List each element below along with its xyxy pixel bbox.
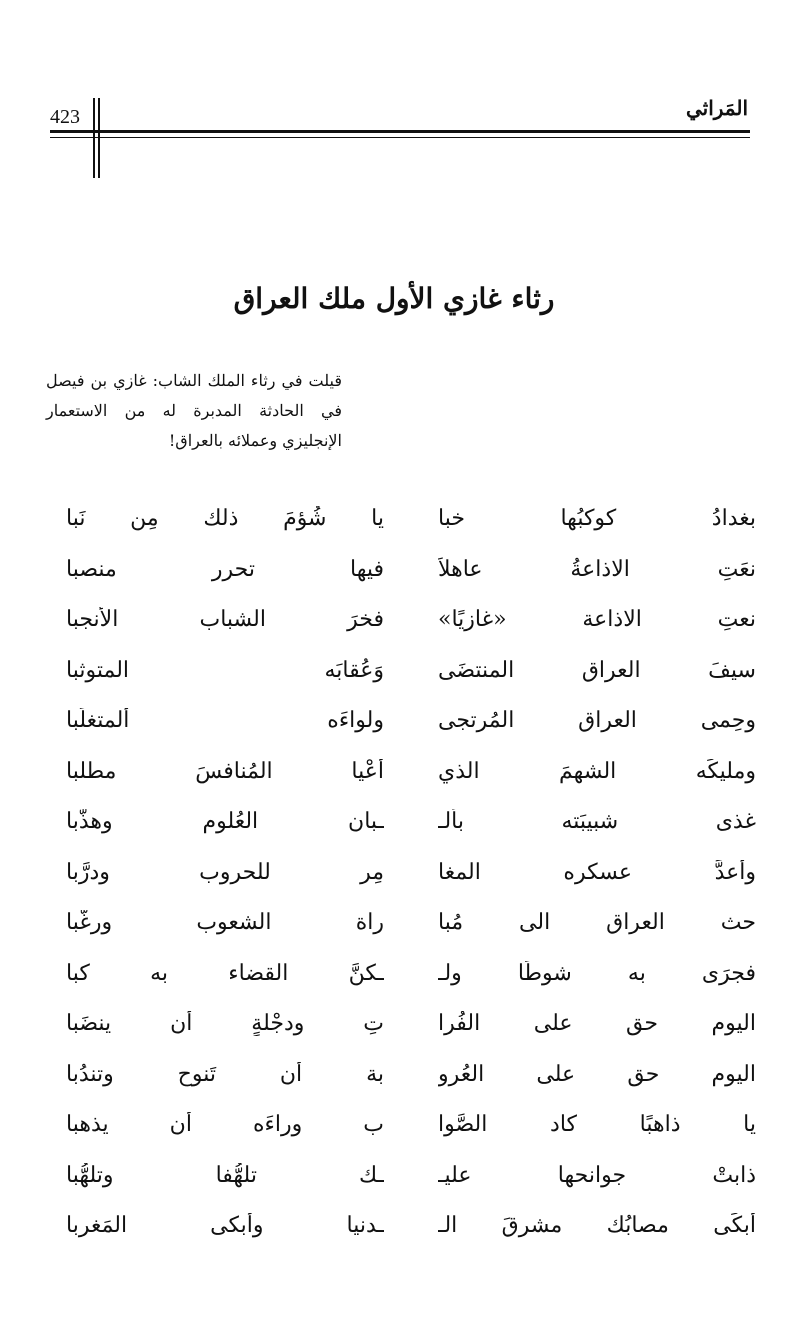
verse-second-hemistich: مِر للحروب ودرَّبا [66, 859, 384, 885]
verse-second-hemistich: ـدنيا وأبكى المَغربا [66, 1213, 384, 1238]
poem-intro: قيلت في رثاء الملك الشاب: غازي بن فيصل في الحادثة المدبرة له من الاستعمار الإنجليزي وعملائه بالعراق! [46, 371, 342, 450]
verse-row [40, 955, 756, 1006]
verse-row [40, 1157, 756, 1208]
verse-second-hemistich: راة الشعوب ورغَّبا [66, 910, 384, 935]
verse-second-hemistich: ب وراءَه أن يذهبا [66, 1112, 384, 1137]
verse-second-hemistich: فخرَ الشباب الأنجبا [66, 607, 384, 632]
verse-second-hemistich: ولواءَه ألمتغلِّبا [66, 708, 384, 733]
verse-second-hemistich: أعْيا المُنافسَ مطلبا [66, 758, 384, 784]
verse-first-hemistich: نعتِ الاذاعة «غازيًا» [438, 607, 756, 632]
verse-row [40, 803, 756, 854]
verse-row [40, 551, 756, 602]
verse-first-hemistich: بغدادُ كوكبُها خبا [438, 506, 756, 531]
verse-row [40, 904, 756, 955]
verse-second-hemistich: بة أن تَنوح وتندُبا [66, 1061, 384, 1087]
verse-row [40, 702, 756, 753]
verse-row [40, 1056, 756, 1107]
verse-first-hemistich: أبكَى مصابُك مشرقَ الـ [438, 1213, 756, 1238]
verse-first-hemistich: سيفَ العراق المنتضَى [438, 657, 756, 683]
verse-row [40, 1207, 756, 1258]
verse-first-hemistich: حث العراق الى مُبا [438, 910, 756, 935]
verse-row [40, 652, 756, 703]
verse-first-hemistich: وحِمى العراق المُرتجى [438, 708, 756, 733]
verse-row [40, 854, 756, 905]
verse-second-hemistich: ـكنَّ القضاء به كبا [66, 960, 384, 986]
verse-row [40, 601, 756, 652]
verse-second-hemistich: ـبان العُلوم وهذَّبا [66, 809, 384, 834]
verse-first-hemistich: اليوم حق على الفُرا [438, 1011, 756, 1036]
verse-second-hemistich: يا شُؤمَ ذلك مِن نَبا [66, 506, 384, 531]
header-vertical-rule [93, 98, 95, 178]
verse-row [40, 500, 756, 551]
verse-row [40, 1106, 756, 1157]
verse-first-hemistich: غذى شبيبَته بألـ [438, 809, 756, 834]
poem-title: رثاء غازي الأول ملك العراق [233, 282, 555, 315]
verse-first-hemistich: فجرَى به شوطًا ولـ [438, 960, 756, 986]
header-vertical-rule [98, 98, 100, 178]
header-rule-thin [50, 137, 750, 138]
verse-first-hemistich: نعَتِ الاذاعةُ عاهلاً [438, 556, 756, 582]
verse-first-hemistich: يا ذاهبًا كاد الصَّوا [438, 1112, 756, 1137]
verse-row [40, 1005, 756, 1056]
verse-second-hemistich: ـك تلهُّفا وتلهُّبا [66, 1162, 384, 1188]
verse-first-hemistich: ومليكَه الشهمَ الذي [438, 758, 756, 784]
verse-first-hemistich: ذابتْ جوانحها عليـ [438, 1162, 756, 1188]
verse-first-hemistich: وأعدَّ عسكره المغا [438, 859, 756, 885]
verse-second-hemistich: وَعُقابَه المتوثبا [66, 657, 384, 683]
verses-container [40, 500, 756, 1258]
verse-second-hemistich: فيها تحرر منصبا [66, 556, 384, 582]
verse-first-hemistich: اليوم حق على العُرو [438, 1061, 756, 1087]
verse-second-hemistich: تِ ودجْلةٍ أن ينضَبا [66, 1011, 384, 1036]
header-rule [50, 130, 750, 133]
header-title: المَراثي [685, 96, 748, 120]
verse-row [40, 753, 756, 804]
page-number: 423 [50, 106, 80, 128]
